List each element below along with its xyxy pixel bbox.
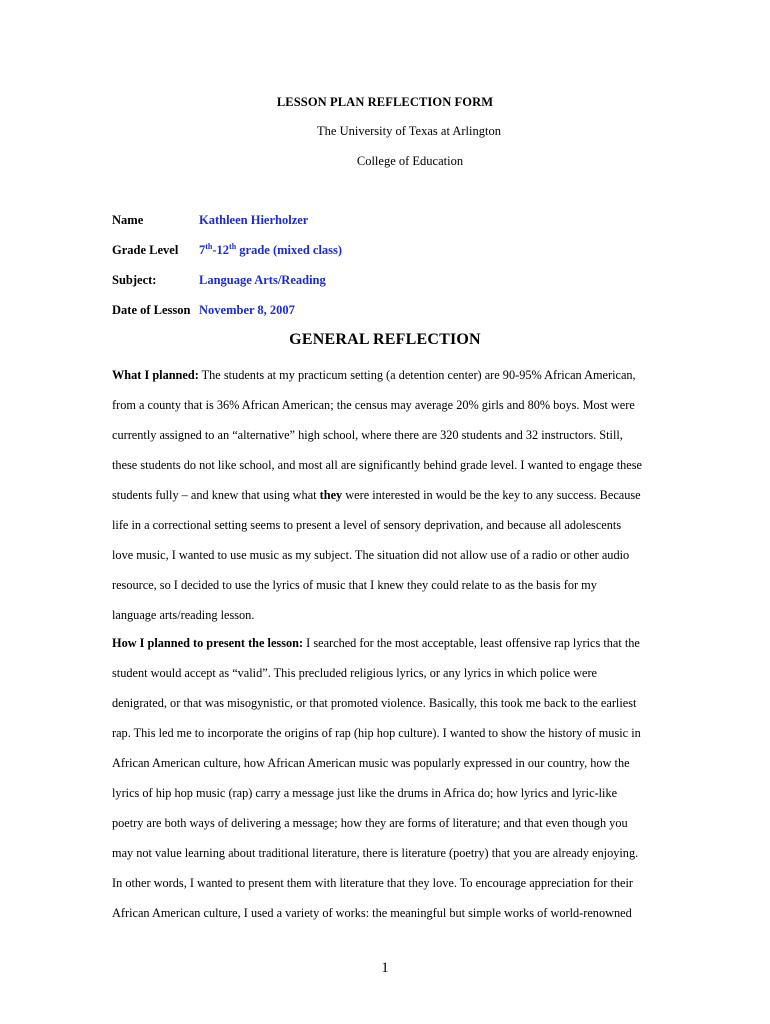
text-line: denigrated, or that was misogynistic, or that promoted violence. Basically, this took me back to the earliest: [112, 696, 637, 710]
section-heading: GENERAL REFLECTION: [289, 331, 481, 348]
text-line: African American culture, how African American music was popularly expressed in our country, how the: [112, 756, 630, 770]
name-value: Kathleen Hierholzer: [199, 213, 309, 227]
text-line: resource, so I decided to use the lyrics of music that I knew they could relate to as the basis for my: [112, 578, 597, 592]
line-text: I searched for the most acceptable, least offensive rap lyrics that the: [303, 636, 640, 650]
emphasis-text: they: [319, 488, 343, 502]
text-line: [112, 487, 641, 503]
grade-level-label: Grade Level: [112, 243, 179, 257]
grade-sup-th: th: [229, 241, 237, 251]
text-line: love music, I wanted to use music as my subject. The situation did not allow use of a radio or other audio: [112, 548, 630, 562]
date-of-lesson-value: November 8, 2007: [199, 303, 295, 317]
lead-text: What I planned:: [112, 368, 199, 382]
text-line: African American culture, I used a variety of works: the meaningful but simple works of world-renowned: [112, 906, 632, 920]
college-name: College of Education: [356, 154, 464, 168]
grade-sup-th: th: [205, 241, 213, 251]
date-of-lesson-label: Date of Lesson: [112, 303, 191, 317]
text-line: student would accept as “valid”. This precluded religious lyrics, or any lyrics in which police were: [112, 666, 598, 680]
university-name: The University of Texas at Arlington: [317, 124, 501, 138]
subject-label: Subject:: [112, 273, 157, 287]
grade-rest: grade (mixed class): [236, 243, 343, 257]
text-line: life in a correctional setting seems to present a level of sensory deprivation, and because all adolescents: [112, 518, 622, 532]
name-label: Name: [112, 213, 144, 227]
text-line: may not value learning about traditional literature, there is literature (poetry) that you are already enjoying.: [112, 846, 639, 860]
line-text: were interested in would be the key to any success. Because: [342, 488, 641, 502]
text-line: from a county that is 36% African American; the census may average 20% girls and 80% boys. Most were: [112, 398, 635, 412]
subject-value: Language Arts/Reading: [199, 273, 326, 287]
text-line: [112, 367, 636, 383]
lead-text: How I planned to present the lesson:: [112, 636, 304, 650]
line-text: students fully – and knew that using what: [112, 488, 320, 502]
grade-7: 7: [199, 243, 206, 257]
text-line: currently assigned to an “alternative” high school, where there are 320 students and 32 instructors. Still,: [112, 428, 623, 442]
text-line: poetry are both ways of delivering a message; how they are forms of literature; and that even though you: [112, 816, 628, 830]
text-line: lyrics of hip hop music (rap) carry a message just like the drums in Africa do; how lyrics and lyric-like: [112, 786, 618, 800]
text-line: [112, 635, 640, 651]
form-title: LESSON PLAN REFLECTION FORM: [276, 95, 494, 109]
text-line: language arts/reading lesson.: [112, 608, 255, 622]
text-line: In other words, I wanted to present them with literature that they love. To encourage appreciation for their: [112, 876, 634, 890]
line-text: The students at my practicum setting (a detention center) are 90-95% African American,: [198, 368, 636, 382]
text-line: these students do not like school, and most all are significantly behind grade level. I wanted to engage these: [112, 458, 642, 472]
text-line: rap. This led me to incorporate the origins of rap (hip hop culture). I wanted to show the history of music in: [112, 726, 641, 740]
page-number: 1: [381, 960, 389, 976]
grade-12: -12: [212, 243, 230, 257]
grade-level-value: [199, 242, 342, 258]
